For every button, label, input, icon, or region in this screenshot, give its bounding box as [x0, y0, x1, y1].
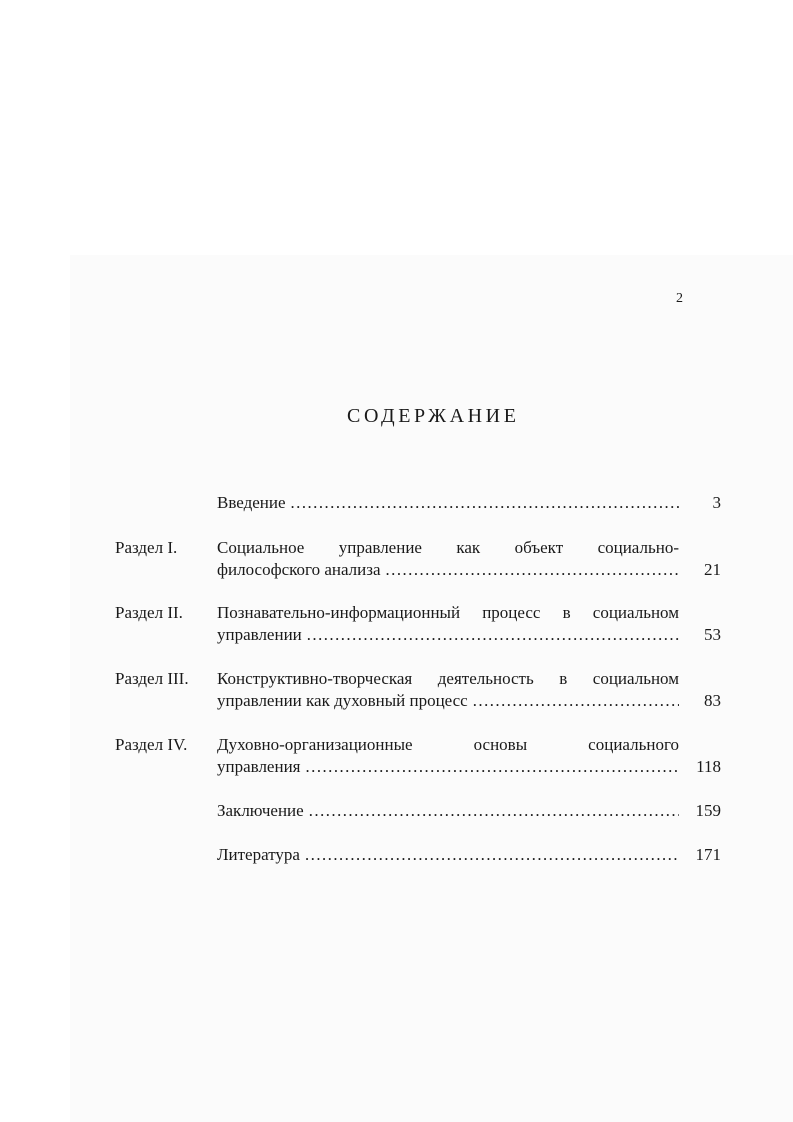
toc-entry-title: Духовно-организационные основы социального: [217, 735, 679, 754]
toc-entry-title: Конструктивно-творческая деятельность в социальном: [217, 669, 679, 688]
toc-page-number: 83: [704, 691, 721, 710]
toc-page-number: 21: [704, 560, 721, 579]
toc-page-number: 171: [695, 845, 721, 864]
toc-entry-title-continued: философского анализа ………………………………………………………………………………………………………………………………: [217, 559, 679, 581]
toc-entry-text: [217, 800, 679, 822]
toc-entry-title: Социальное управление как объект социально-: [217, 538, 679, 557]
toc-entry-text: [217, 537, 679, 581]
toc-entry-title-continued: управлении ………………………………………………………………………………………………………………………………: [217, 624, 679, 646]
toc-section-label: Раздел II.: [115, 603, 183, 622]
toc-section-label: Раздел I.: [115, 538, 178, 557]
page-title: СОДЕРЖАНИЕ: [347, 405, 520, 427]
toc-page-number: 53: [704, 625, 721, 644]
page-number: 2: [676, 291, 683, 306]
toc-entry-title-continued: управления ………………………………………………………………………………………………………………………………: [217, 756, 679, 778]
toc-entry-text: [217, 734, 679, 778]
toc-entry-title: Введение ………………………………………………………………………………………………………………………………: [217, 492, 679, 514]
toc-entry-text: [217, 844, 679, 866]
toc-entry-text: [217, 668, 679, 712]
toc-page-number: 118: [696, 757, 721, 776]
toc-section-label: Раздел III.: [115, 669, 189, 688]
toc-entry-title-continued: управлении как духовный процесс ………………………………………………………………………………………………………………………………: [217, 690, 679, 712]
toc-entry-title: Литература ………………………………………………………………………………………………………………………………: [217, 844, 679, 866]
toc-entry-text: [217, 492, 679, 514]
toc-section-label: Раздел IV.: [115, 735, 188, 754]
toc-entry-text: [217, 602, 679, 646]
toc-page-number: 159: [695, 801, 721, 820]
toc-entry-title: Познавательно-информационный процесс в социальном: [217, 603, 679, 622]
toc-page-number: 3: [712, 493, 721, 512]
toc-entry-title: Заключение ………………………………………………………………………………………………………………………………: [217, 800, 679, 822]
